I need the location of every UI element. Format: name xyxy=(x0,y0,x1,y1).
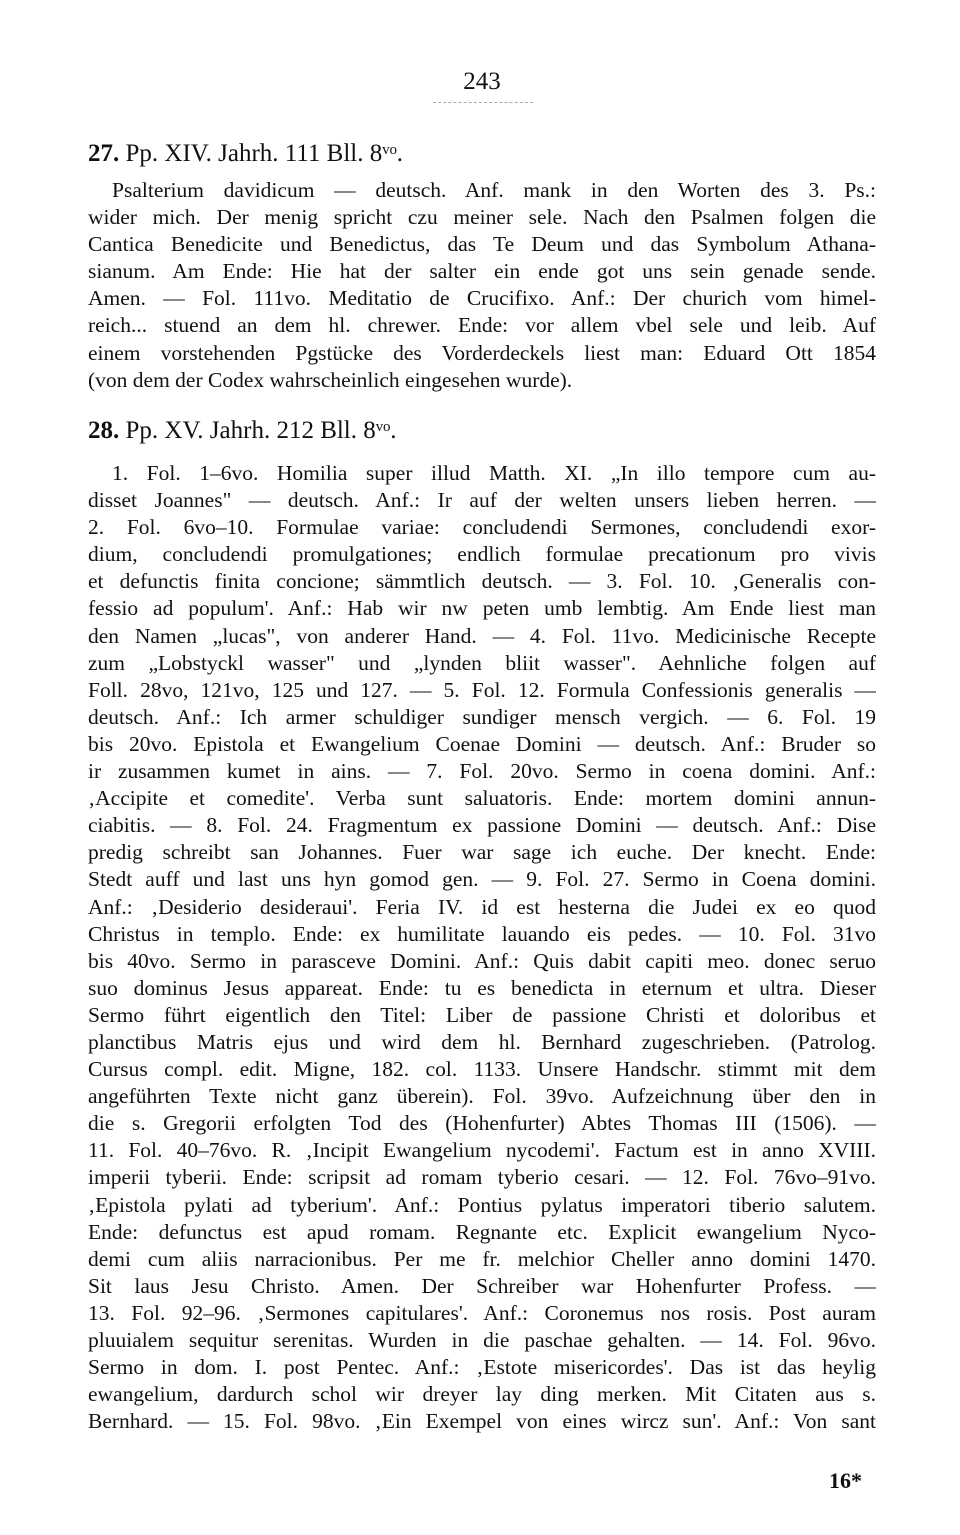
text-line: predig schreibt san Johannes. Fuer war sage ich euche. Der knecht. Ende: xyxy=(88,840,876,865)
text-line: 11. Fol. 40–76vo. R. ‚Incipit Ewangelium nycodemi'. Factum est in anno XVIII. xyxy=(88,1138,876,1163)
document-page xyxy=(88,60,876,1510)
text-line: Sit laus Jesu Christo. Amen. Der Schreiber war Hohenfurter Profess. — xyxy=(88,1273,876,1298)
text-line: Bernhard. — 15. Fol. 98vo. ‚Ein Exempel von eines wircz sun'. Anf.: Von sant xyxy=(88,1409,876,1434)
text-line: Christus in templo. Ende: ex humilitate lauando eis pedes. — 10. Fol. 31vo xyxy=(88,921,876,946)
text-line: Sermo in dom. I. post Pentec. Anf.: ‚Estote misericordes'. Das ist das heylig xyxy=(88,1355,876,1380)
text-line: Ende: defunctus est apud romam. Regnante etc. Explicit ewangelium Nyco- xyxy=(88,1219,876,1244)
text-line: ‚Accipite et comedite'. Verba sunt saluatoris. Ende: mortem domini annun- xyxy=(88,786,876,811)
entry-heading-text: Pp. XV. Jahrh. 212 Bll. 8ᵛᵒ. xyxy=(125,417,397,444)
entry-heading-27 xyxy=(88,138,403,170)
text-line: Sermo führt eigentlich den Titel: Liber de passione Christi et doloribus et xyxy=(88,1002,876,1027)
text-line: pluuialem sequitur serenitas. Wurden in die paschae gehalten. — 14. Fol. 96vo. xyxy=(88,1328,876,1352)
text-line: Stedt auff und last uns hyn gomod gen. — 9. Fol. 27. Sermo in Coena domini. xyxy=(88,867,876,892)
text-line: imperii tyberii. Ende: scripsit ad romam tyberio cesari. — 12. Fol. 76vo–91vo. xyxy=(88,1165,876,1190)
text-line: fessio ad populum'. Anf.: Hab wir nw peten umb lembtig. Am Ende liest man xyxy=(88,596,876,621)
entry-number: 28. xyxy=(88,417,120,444)
entry-heading-text: Pp. XIV. Jahrh. 111 Bll. 8ᵛᵒ. xyxy=(125,140,404,167)
text-line: den Namen „lucas", von anderer Hand. — 4. Fol. 11vo. Medicinische Recepte xyxy=(88,623,876,648)
text-line: ciabitis. — 8. Fol. 24. Fragmentum ex passione Domini — deutsch. Anf.: Dise xyxy=(88,813,876,838)
header-rule xyxy=(433,102,533,103)
text-line: 2. Fol. 6vo–10. Formulae variae: concludendi Sermones, concludendi exor- xyxy=(88,515,876,540)
text-line: planctibus Matris ejus und wird dem hl. Bernhard zugeschrieben. (Patrolog. xyxy=(88,1029,876,1054)
page-number: 243 xyxy=(463,68,501,95)
text-line: et defunctis finita concione; sämmtlich deutsch. — 3. Fol. 10. ‚Generalis con- xyxy=(88,569,876,594)
text-line: die s. Gregorii erfolgten Tod des (Hohenfurter) Abtes Thomas III (1506). — xyxy=(88,1111,876,1136)
text-line: angeführten Texte nicht ganz überein). Fol. 39vo. Aufzeichnung über den in xyxy=(88,1084,876,1109)
text-line: Cantica Benedicite und Benedictus, das Te Deum und das Symbolum Athana- xyxy=(88,232,876,257)
text-line: reich... stuend an dem hl. chrewer. Ende: vor allem vbel sele und leib. Auf xyxy=(88,313,876,338)
text-line: Amen. — Fol. 111vo. Meditatio de Crucifixo. Anf.: Der churich vom himel- xyxy=(88,286,876,311)
text-line: wider mich. Der menig spricht czu meiner sele. Nach den Psalmen folgen die xyxy=(88,205,876,230)
text-line: dium, concludendi promulgationes; endlich formulae precationum pro vivis xyxy=(88,542,876,567)
text-line: einem vorstehenden Pgstücke des Vorderdeckels liest man: Eduard Ott 1854 xyxy=(88,340,876,365)
text-line: ‚Epistola pylati ad tyberium'. Anf.: Pontius pylatus imperatori tiberio salutem. xyxy=(88,1192,876,1217)
text-line: demi cum aliis narracionibus. Per me fr. melchior Cheller anno domini 1470. xyxy=(88,1246,876,1271)
entry-number: 27. xyxy=(88,140,120,167)
text-line: ir zusammen kumet in ains. — 7. Fol. 20vo. Sermo in coena domini. Anf.: xyxy=(88,759,876,784)
text-line: 13. Fol. 92–96. ‚Sermones capitulares'. Anf.: Coronemus nos rosis. Post auram xyxy=(88,1300,876,1325)
text-line: Cursus compl. edit. Migne, 182. col. 1133. Unsere Handschr. stimmt mit dem xyxy=(88,1057,876,1082)
entry-heading-28 xyxy=(88,415,397,447)
text-line: 1. Fol. 1–6vo. Homilia super illud Matth. XI. „In illo tempore cum au- xyxy=(112,461,876,485)
text-line: zum „Lobstyckl wasser" und „lynden bliit wasser". Aehnliche folgen auf xyxy=(88,650,876,675)
entry-body-28 xyxy=(88,460,876,1435)
text-line: (von dem der Codex wahrscheinlich eingesehen wurde). xyxy=(88,367,573,392)
text-line: Foll. 28vo, 121vo, 125 und 127. — 5. Fol. 12. Formula Confessionis generalis — xyxy=(88,677,876,702)
text-line: disset Joannes" — deutsch. Anf.: Ir auf der welten unsers lieben herren. — xyxy=(88,488,876,513)
text-line: sianum. Am Ende: Hie hat der salter ein ende got uns sein genade sende. xyxy=(88,259,876,284)
text-line: bis 40vo. Sermo in parasceve Domini. Anf.: Quis dabit capiti meo. donec seruo xyxy=(88,948,876,973)
text-line: suo dominus Jesus appareat. Ende: tu es benedicta in eternum et ultra. Dieser xyxy=(88,975,876,1000)
text-line: deutsch. Anf.: Ich armer schuldiger sundiger mensch vergich. — 6. Fol. 19 xyxy=(88,704,876,729)
entry-body-27 xyxy=(88,177,876,394)
text-line: Psalterium davidicum — deutsch. Anf. mank in den Worten des 3. Ps.: xyxy=(112,178,876,202)
text-line: bis 20vo. Epistola et Ewangelium Coenae Domini — deutsch. Anf.: Bruder so xyxy=(88,731,876,756)
signature-mark: 16* xyxy=(829,1468,862,1493)
text-line: ewangelium, dardurch schol wir dreyer lay ding merken. Mit Citaten aus s. xyxy=(88,1382,876,1407)
text-line: Anf.: ‚Desiderio desideraui'. Feria IV. id est hesterna die Judei ex eo quod xyxy=(88,894,876,919)
